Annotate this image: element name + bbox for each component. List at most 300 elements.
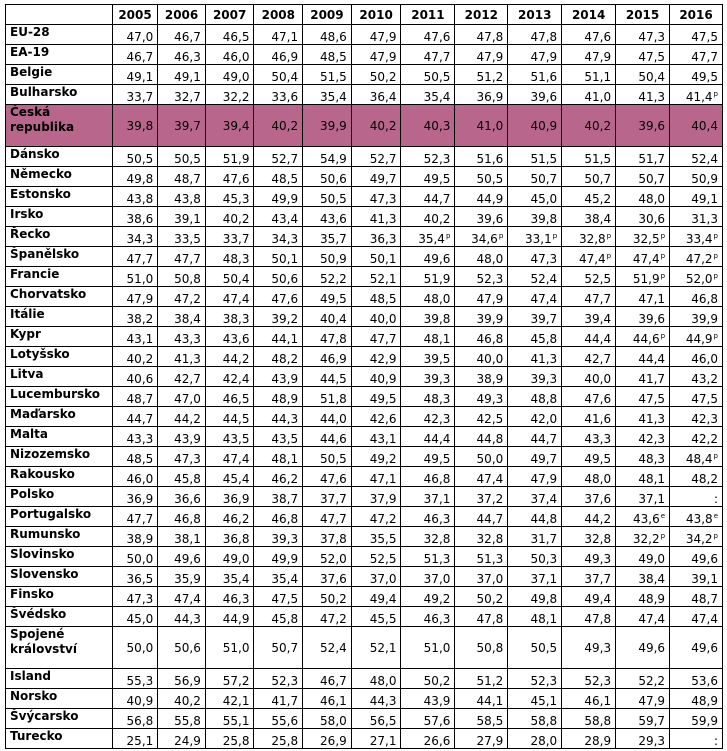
value-text: 39,9 [320,118,347,133]
value-cell [562,507,616,527]
value-text: 46,0 [222,50,250,64]
value-cell [254,627,303,669]
value-cell [351,607,401,627]
value-text: 51,2 [476,674,504,688]
value-text: 39,3 [530,372,558,386]
value-text: 44,5 [222,412,250,426]
value-cell [455,65,508,85]
value-text: 41,3 [638,412,666,426]
country-cell: Maďarsko [6,407,113,427]
value-text: 45,0 [530,192,558,206]
value-text: 49,2 [423,592,451,606]
country-cell: Irsko [6,207,113,227]
value-cell [112,207,157,227]
table-body [6,25,723,749]
value-cell [158,167,206,187]
value-text: 41,3 [369,212,397,226]
value-cell [508,387,562,407]
value-cell [303,45,352,65]
value-text: 45,4 [222,472,250,486]
value-cell [303,487,352,507]
value-text: 50,7 [530,172,558,186]
value-cell [455,85,508,105]
value-text: 46,3 [174,50,201,64]
value-cell [562,347,616,367]
value-cell [254,25,303,45]
value-text: 48,9 [271,392,299,406]
value-text: 46,7 [174,30,201,44]
table-row [6,387,723,407]
value-text: 47,3 [369,192,397,206]
value-cell [205,507,254,527]
value-text: 37,7 [320,492,347,506]
value-text: 50,5 [174,152,201,166]
value-cell [508,607,562,627]
value-cell [205,729,254,749]
value-cell [303,167,352,187]
value-text: 34,6 [471,232,498,246]
value-text: 44,5 [320,372,347,386]
value-text: 46,8 [174,512,201,526]
value-text: 47,7 [174,252,201,266]
value-text: 49,6 [174,552,201,566]
value-text: 43,9 [423,694,451,708]
value-text: 39,9 [476,312,504,326]
value-text: 48,0 [423,292,451,306]
value-text: 48,3 [222,252,250,266]
year-header: 2005 [112,5,157,25]
value-text: 43,3 [126,432,154,446]
value-cell [508,227,562,247]
value-text: 42,2 [691,432,718,446]
value-cell [205,427,254,447]
value-cell [455,267,508,287]
value-text: 37,1 [530,572,558,586]
value-cell [351,105,401,147]
value-cell [616,267,670,287]
value-cell [401,105,455,147]
value-cell [455,507,508,527]
value-cell [158,669,206,689]
value-text: 40,2 [584,118,612,133]
value-cell [401,65,455,85]
value-text: 48,3 [423,392,451,406]
year-header: 2009 [303,5,352,25]
value-text: 36,9 [126,492,154,506]
value-cell [401,207,455,227]
value-cell [670,167,723,187]
value-text: 47,4 [476,472,504,486]
flag-marker: e [713,512,718,520]
table-row [6,347,723,367]
value-text: 25,8 [222,734,250,748]
value-cell [158,467,206,487]
value-text: 49,0 [638,552,666,566]
value-text: 29,3 [638,734,666,748]
value-text: 43,1 [126,332,154,346]
table-row [6,187,723,207]
value-cell [670,347,723,367]
value-text: 38,1 [174,532,201,546]
value-text: 39,8 [423,312,451,326]
value-cell [670,25,723,45]
value-text: 44,1 [476,694,504,708]
value-text: 51,5 [530,152,558,166]
table-row [6,587,723,607]
value-cell [112,25,157,45]
value-text: 43,9 [271,372,299,386]
value-cell [205,267,254,287]
value-cell [562,227,616,247]
value-cell [455,227,508,247]
value-cell [616,105,670,147]
value-cell [455,527,508,547]
value-text: 45,0 [126,612,154,626]
value-text: 44,6 [320,432,347,446]
value-text: 48,7 [126,392,154,406]
value-cell [303,327,352,347]
country-cell: Portugalsko [6,507,113,527]
value-cell [205,407,254,427]
value-text: 40,6 [126,372,154,386]
value-cell [455,347,508,367]
value-cell [562,567,616,587]
value-cell [616,427,670,447]
value-cell [112,227,157,247]
value-text: 46,8 [476,332,504,346]
value-cell [112,147,157,167]
value-text: 47,1 [638,292,666,306]
table-row [6,167,723,187]
value-text: 38,9 [126,532,154,546]
country-cell: Finsko [6,587,113,607]
value-text: 40,2 [222,212,250,226]
value-text: 43,8 [174,192,201,206]
value-text: 47,6 [423,30,451,44]
value-cell [401,387,455,407]
value-text: 50,5 [126,152,154,166]
value-cell [401,467,455,487]
value-text: 46,3 [423,512,451,526]
value-cell [455,427,508,447]
value-cell [508,287,562,307]
value-text: 50,2 [423,674,451,688]
value-text: 44,3 [271,412,299,426]
value-text: 47,4 [174,592,201,606]
flag-marker: p [660,232,666,240]
value-text: 52,5 [369,552,397,566]
value-cell [562,689,616,709]
value-text: 50,5 [320,452,347,466]
value-cell [562,45,616,65]
country-cell: Belgie [6,65,113,85]
value-text: 52,3 [530,674,558,688]
value-text: 37,4 [530,492,558,506]
value-cell [401,527,455,547]
value-text: 52,1 [369,640,397,655]
value-cell [670,407,723,427]
value-text: 38,9 [476,372,504,386]
value-cell [351,729,401,749]
header-row [6,5,723,25]
value-cell [401,709,455,729]
value-cell [158,709,206,729]
value-text: 57,2 [222,674,250,688]
value-text: 37,2 [476,492,504,506]
value-cell [205,367,254,387]
value-text: 42,4 [222,372,250,386]
value-cell [351,45,401,65]
value-text: 54,9 [320,152,347,166]
table-row [6,567,723,587]
value-text: 42,6 [369,412,397,426]
value-cell [670,287,723,307]
value-text: 35,4 [320,90,347,104]
value-cell [508,207,562,227]
table-row [6,689,723,709]
value-text: 28,9 [584,734,612,748]
value-cell [351,207,401,227]
value-cell [112,689,157,709]
value-cell [351,25,401,45]
value-cell [508,85,562,105]
value-text: 32,8 [423,532,451,546]
value-text: 42,7 [174,372,201,386]
flag-marker: p [498,232,504,240]
value-cell [562,387,616,407]
value-text: 49,4 [369,592,397,606]
table-row [6,607,723,627]
value-text: 47,8 [584,612,612,626]
value-cell [508,729,562,749]
value-text: 37,6 [584,492,612,506]
country-cell: Německo [6,167,113,187]
table-row [6,467,723,487]
value-text: 46,7 [126,50,154,64]
value-text: 41,7 [638,372,666,386]
value-cell [254,407,303,427]
value-text: 45,5 [369,612,397,626]
value-cell [401,407,455,427]
value-text: 39,1 [174,212,201,226]
value-text: 48,4 [685,452,713,466]
value-cell [205,247,254,267]
value-cell [455,729,508,749]
table-row [6,487,723,507]
value-text: 49,1 [174,70,201,84]
value-cell [455,587,508,607]
value-text: 38,4 [584,212,612,226]
value-cell [670,467,723,487]
country-cell: Slovinsko [6,547,113,567]
table-row [6,427,723,447]
value-cell [205,347,254,367]
value-cell [508,507,562,527]
value-text: 38,4 [638,572,666,586]
value-text: 48,0 [584,472,612,486]
value-text: 33,7 [126,90,154,104]
value-cell [562,669,616,689]
value-cell [112,45,157,65]
value-cell [351,227,401,247]
value-text: 41,0 [584,90,612,104]
value-cell [562,607,616,627]
country-cell: Norsko [6,689,113,709]
value-cell [616,527,670,547]
value-text: 37,1 [423,492,451,506]
country-cell: Litva [6,367,113,387]
value-cell [670,567,723,587]
value-cell [616,45,670,65]
value-cell [616,147,670,167]
value-text: 49,7 [369,172,397,186]
value-text: 40,0 [584,372,612,386]
value-cell [401,327,455,347]
value-cell [351,547,401,567]
table-row [6,85,723,105]
value-text: 52,0 [320,552,347,566]
table-row [6,105,723,147]
value-cell [351,689,401,709]
flag-marker: p [713,232,718,240]
value-cell [670,207,723,227]
value-text: 47,6 [222,172,250,186]
value-text: 51,7 [638,152,666,166]
value-text: 39,4 [222,118,250,133]
value-text: 47,8 [320,332,347,346]
value-text: 39,2 [271,312,299,326]
value-cell [401,669,455,689]
value-cell [351,307,401,327]
value-text: 52,1 [369,272,397,286]
value-cell [616,287,670,307]
value-cell [670,65,723,85]
value-text: 39,6 [476,212,504,226]
value-cell [616,467,670,487]
table-row [6,407,723,427]
year-header: 2016 [670,5,723,25]
value-text: 47,1 [271,30,299,44]
flag-marker: p [606,232,612,240]
value-cell [112,307,157,327]
value-text: 56,8 [126,714,154,728]
value-cell [303,85,352,105]
value-text: 33,7 [222,232,250,246]
value-text: 40,2 [369,118,397,133]
value-cell [562,267,616,287]
value-text: 59,7 [638,714,666,728]
value-text: 37,7 [584,572,612,586]
value-cell [351,427,401,447]
value-text: 51,0 [423,640,451,655]
value-cell [303,247,352,267]
value-text: 49,3 [584,640,612,655]
value-cell [112,447,157,467]
value-text: 36,6 [174,492,201,506]
country-cell: Dánsko [6,147,113,167]
value-text: 37,6 [320,572,347,586]
value-text: 47,4 [222,292,250,306]
value-text: 44,9 [476,192,504,206]
value-text: 49,7 [530,452,558,466]
year-header: 2011 [401,5,455,25]
value-text: 43,3 [584,432,612,446]
flag-marker: p [660,532,666,540]
value-cell [158,207,206,227]
value-text: 46,0 [691,352,718,366]
value-cell [158,729,206,749]
value-cell [562,105,616,147]
value-text: 46,1 [584,694,612,708]
value-cell [158,567,206,587]
value-cell [401,25,455,45]
value-text: 49,0 [222,552,250,566]
value-text: 32,5 [632,232,660,246]
value-text: 47,7 [369,332,397,346]
value-cell [205,105,254,147]
table-row [6,45,723,65]
value-text: 48,1 [423,332,451,346]
value-text: 40,0 [476,352,504,366]
value-cell [401,287,455,307]
value-cell [351,487,401,507]
value-cell [401,447,455,467]
value-text: 46,1 [320,694,347,708]
value-text: 40,2 [423,212,451,226]
value-cell [254,709,303,729]
flag-marker: p [660,332,666,340]
value-text: 36,5 [126,572,154,586]
value-cell [562,207,616,227]
value-text: 57,6 [423,714,451,728]
value-cell [616,387,670,407]
value-text: 35,4 [222,572,250,586]
value-cell [158,287,206,307]
value-text: 43,6 [320,212,347,226]
value-text: 47,0 [174,392,201,406]
country-cell: Malta [6,427,113,447]
table-row [6,527,723,547]
value-text: 44,4 [584,332,612,346]
value-cell [254,387,303,407]
value-text: 55,8 [174,714,201,728]
value-text: 44,7 [530,432,558,446]
value-cell [508,447,562,467]
value-cell [508,65,562,85]
value-cell [158,187,206,207]
value-text: 50,5 [423,70,451,84]
value-text: 49,9 [271,192,299,206]
value-text: 48,2 [271,352,299,366]
country-cell: Lotyšsko [6,347,113,367]
value-text: 44,7 [423,192,451,206]
country-cell: Polsko [6,487,113,507]
value-text: 35,4 [271,572,299,586]
value-text: 50,4 [271,70,299,84]
value-text: 34,3 [126,232,154,246]
value-text: 48,0 [638,192,666,206]
value-cell [616,669,670,689]
value-text: 47,9 [638,694,666,708]
value-cell [562,25,616,45]
value-cell [616,247,670,267]
value-cell [303,267,352,287]
value-cell [205,45,254,65]
value-text: 48,2 [691,472,718,486]
value-cell [562,467,616,487]
country-cell: Itálie [6,307,113,327]
value-cell [562,327,616,347]
